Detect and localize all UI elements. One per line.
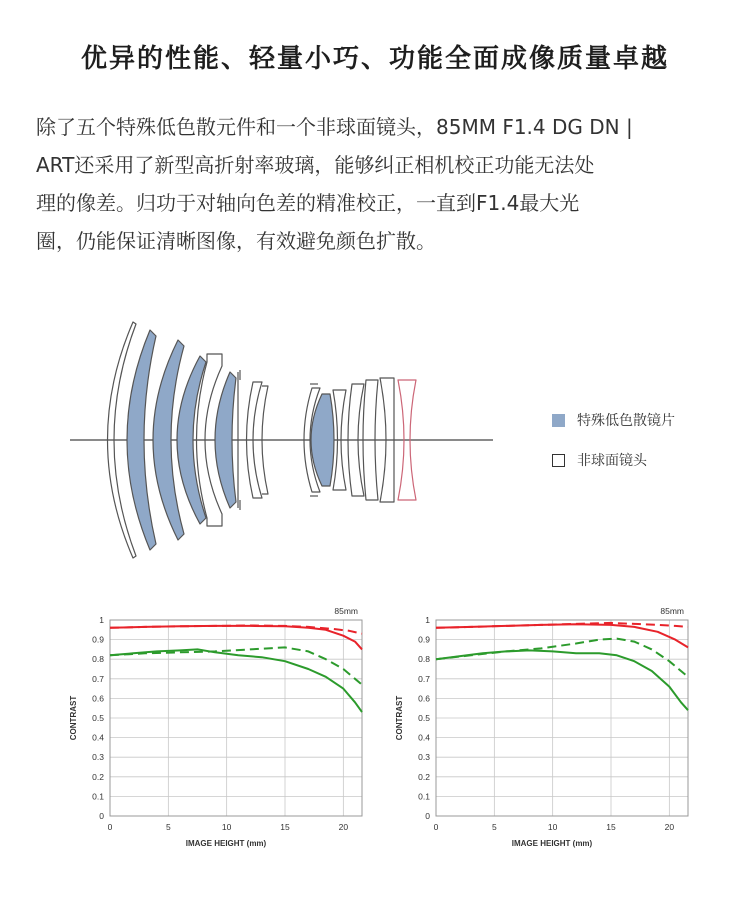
y-tick-label: 0.1 [418,791,430,802]
paragraph-line: 圈，仍能保证清晰图像，有效避免颜色扩散。 [36,229,436,253]
y-tick-label: 1 [425,615,430,625]
legend-item-aspherical [552,450,647,470]
y-tick-label: 0.7 [92,673,104,684]
x-tick-label: 0 [107,822,113,832]
description-paragraph [36,108,720,260]
x-tick-label: 20 [338,822,349,832]
y-tick-label: 0.5 [418,713,430,723]
y-tick-label: 0.3 [418,752,430,763]
legend-label-aspherical: 非球面镜头 [577,453,647,469]
y-tick-label: 0.7 [418,673,430,684]
mtf-chart-left [58,598,378,860]
y-tick-label: 0.8 [418,654,430,665]
mtf-chart-right [384,598,704,860]
y-tick-label: 0 [99,811,104,821]
y-tick-label: 0.4 [418,732,430,743]
x-tick-label: 15 [606,822,616,832]
y-axis-label: CONTRAST [69,695,78,741]
lens-construction-diagram [0,310,750,570]
y-tick-label: 0.6 [92,693,104,704]
y-tick-label: 0.9 [418,634,430,645]
x-tick-label: 0 [433,822,439,832]
x-axis-label: IMAGE HEIGHT (mm) [511,839,593,848]
y-tick-label: 0.4 [92,732,104,743]
paragraph-line: ART还采用了新型高折射率玻璃，能够纠正相机校正功能无法处 [36,153,595,177]
chart-title: 85mm [660,606,684,616]
y-tick-label: 0.2 [418,771,430,782]
page-title: 优异的性能、轻量小巧、功能全面成像质量卓越 [80,44,669,74]
y-tick-label: 0.8 [92,654,104,665]
y-tick-label: 0.1 [92,791,104,802]
y-axis-label: CONTRAST [395,695,404,741]
aspherical-swatch [552,454,565,467]
paragraph-line: 理的像差。归功于对轴向色差的精准校正，一直到F1.4最大光 [36,191,580,215]
legend-label-sld: 特殊低色散镜片 [577,413,675,429]
y-tick-label: 1 [99,615,104,625]
chart-title: 85mm [334,606,358,616]
x-tick-label: 15 [280,822,290,832]
series-line-red-solid [110,626,362,650]
y-tick-label: 0.3 [92,752,104,763]
paragraph-line: 除了五个特殊低色散元件和一个非球面镜头，85MM F1.4 DG DN | [36,115,633,139]
sld-swatch [552,414,565,427]
y-tick-label: 0.2 [92,771,104,782]
x-tick-label: 20 [664,822,675,832]
y-tick-label: 0 [425,811,430,821]
x-axis-label: IMAGE HEIGHT (mm) [185,839,267,848]
x-tick-label: 10 [221,822,232,832]
x-tick-label: 5 [491,822,497,832]
x-tick-label: 10 [547,822,558,832]
y-tick-label: 0.5 [92,713,104,723]
y-tick-label: 0.6 [418,693,430,704]
x-tick-label: 5 [165,822,171,832]
legend-item-sld [552,410,675,430]
series-line-red-solid [436,624,688,647]
y-tick-label: 0.9 [92,634,104,645]
